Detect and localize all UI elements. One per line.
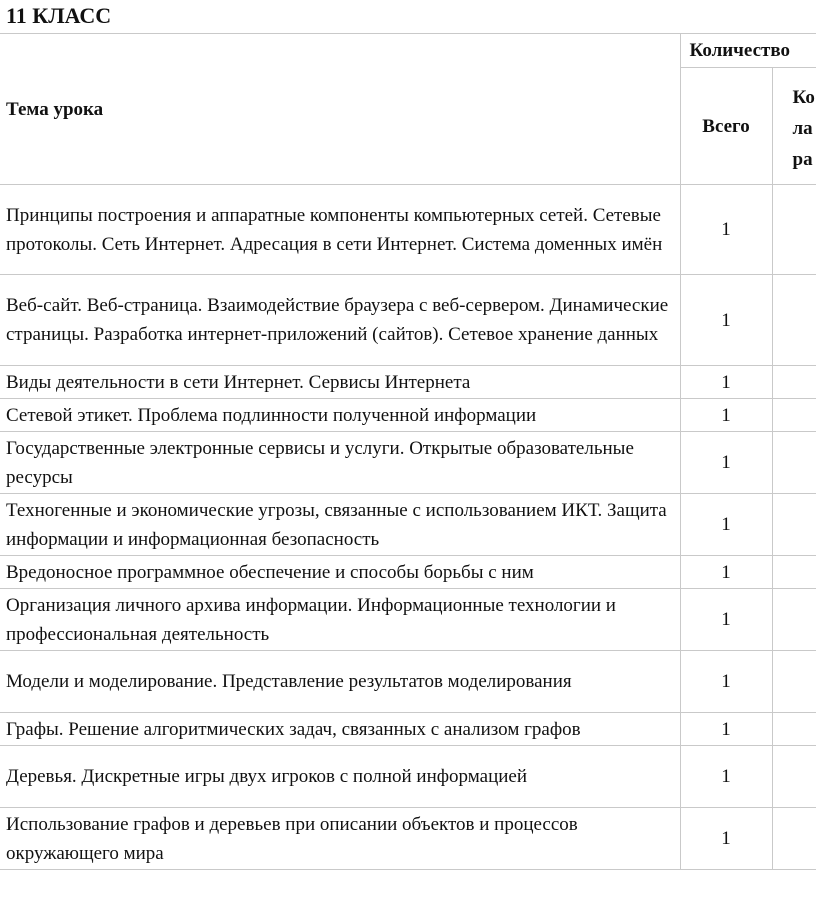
extra-cell [772, 713, 816, 746]
extra-cell [772, 808, 816, 870]
total-cell: 1 [680, 275, 772, 366]
table-row [0, 746, 816, 808]
topic-cell: Веб-сайт. Веб-страница. Взаимодействие браузера с веб-сервером. Динамические страницы. Разработка интернет-приложений (сайтов). Сетевое хранение данных [0, 275, 680, 366]
topic-cell: Сетевой этикет. Проблема подлинности полученной информации [0, 399, 680, 432]
table-header-row-1 [0, 34, 816, 68]
table-row [0, 808, 816, 870]
header-quantity: Количество [680, 34, 816, 68]
total-cell: 1 [680, 589, 772, 651]
lessons-table [0, 33, 816, 870]
table-row [0, 494, 816, 556]
extra-cell [772, 651, 816, 713]
topic-cell: Организация личного архива информации. Информационные технологии и профессиональная деятельность [0, 589, 680, 651]
page-title: 11 КЛАСС [6, 3, 112, 28]
table-row [0, 713, 816, 746]
extra-cell [772, 185, 816, 275]
table-row [0, 399, 816, 432]
header-topic: Тема урока [0, 34, 680, 185]
header-extra [772, 68, 816, 185]
total-cell: 1 [680, 432, 772, 494]
topic-cell: Деревья. Дискретные игры двух игроков с полной информацией [0, 746, 680, 808]
topic-cell: Графы. Решение алгоритмических задач, связанных с анализом графов [0, 713, 680, 746]
topic-cell: Использование графов и деревьев при описании объектов и процессов окружающего мира [0, 808, 680, 870]
extra-cell [772, 589, 816, 651]
total-cell: 1 [680, 185, 772, 275]
extra-cell [772, 275, 816, 366]
total-cell: 1 [680, 556, 772, 589]
table-row [0, 185, 816, 275]
extra-cell [772, 556, 816, 589]
table-row [0, 651, 816, 713]
extra-cell [772, 366, 816, 399]
header-extra-line: Ко [792, 86, 815, 108]
topic-cell: Вредоносное программное обеспечение и способы борьбы с ним [0, 556, 680, 589]
total-cell: 1 [680, 808, 772, 870]
topic-cell: Государственные электронные сервисы и услуги. Открытые образовательные ресурсы [0, 432, 680, 494]
extra-cell [772, 399, 816, 432]
header-total: Всего [680, 68, 772, 185]
header-extra-line: ла [792, 117, 813, 139]
topic-cell: Принципы построения и аппаратные компоненты компьютерных сетей. Сетевые протоколы. Сеть Интернет. Адресация в сети Интернет. Система доменных имён [0, 185, 680, 275]
extra-cell [772, 494, 816, 556]
topic-cell: Виды деятельности в сети Интернет. Сервисы Интернета [0, 366, 680, 399]
topic-cell: Техногенные и экономические угрозы, связанные с использованием ИКТ. Защита информации и информационная безопасность [0, 494, 680, 556]
extra-cell [772, 746, 816, 808]
total-cell: 1 [680, 651, 772, 713]
table-row [0, 366, 816, 399]
topic-cell: Модели и моделирование. Представление результатов моделирования [0, 651, 680, 713]
table-row [0, 432, 816, 494]
total-cell: 1 [680, 366, 772, 399]
header-extra-line: ра [792, 148, 813, 170]
total-cell: 1 [680, 494, 772, 556]
table-row [0, 275, 816, 366]
total-cell: 1 [680, 746, 772, 808]
table-row [0, 556, 816, 589]
total-cell: 1 [680, 713, 772, 746]
extra-cell [772, 432, 816, 494]
table-row [0, 589, 816, 651]
total-cell: 1 [680, 399, 772, 432]
